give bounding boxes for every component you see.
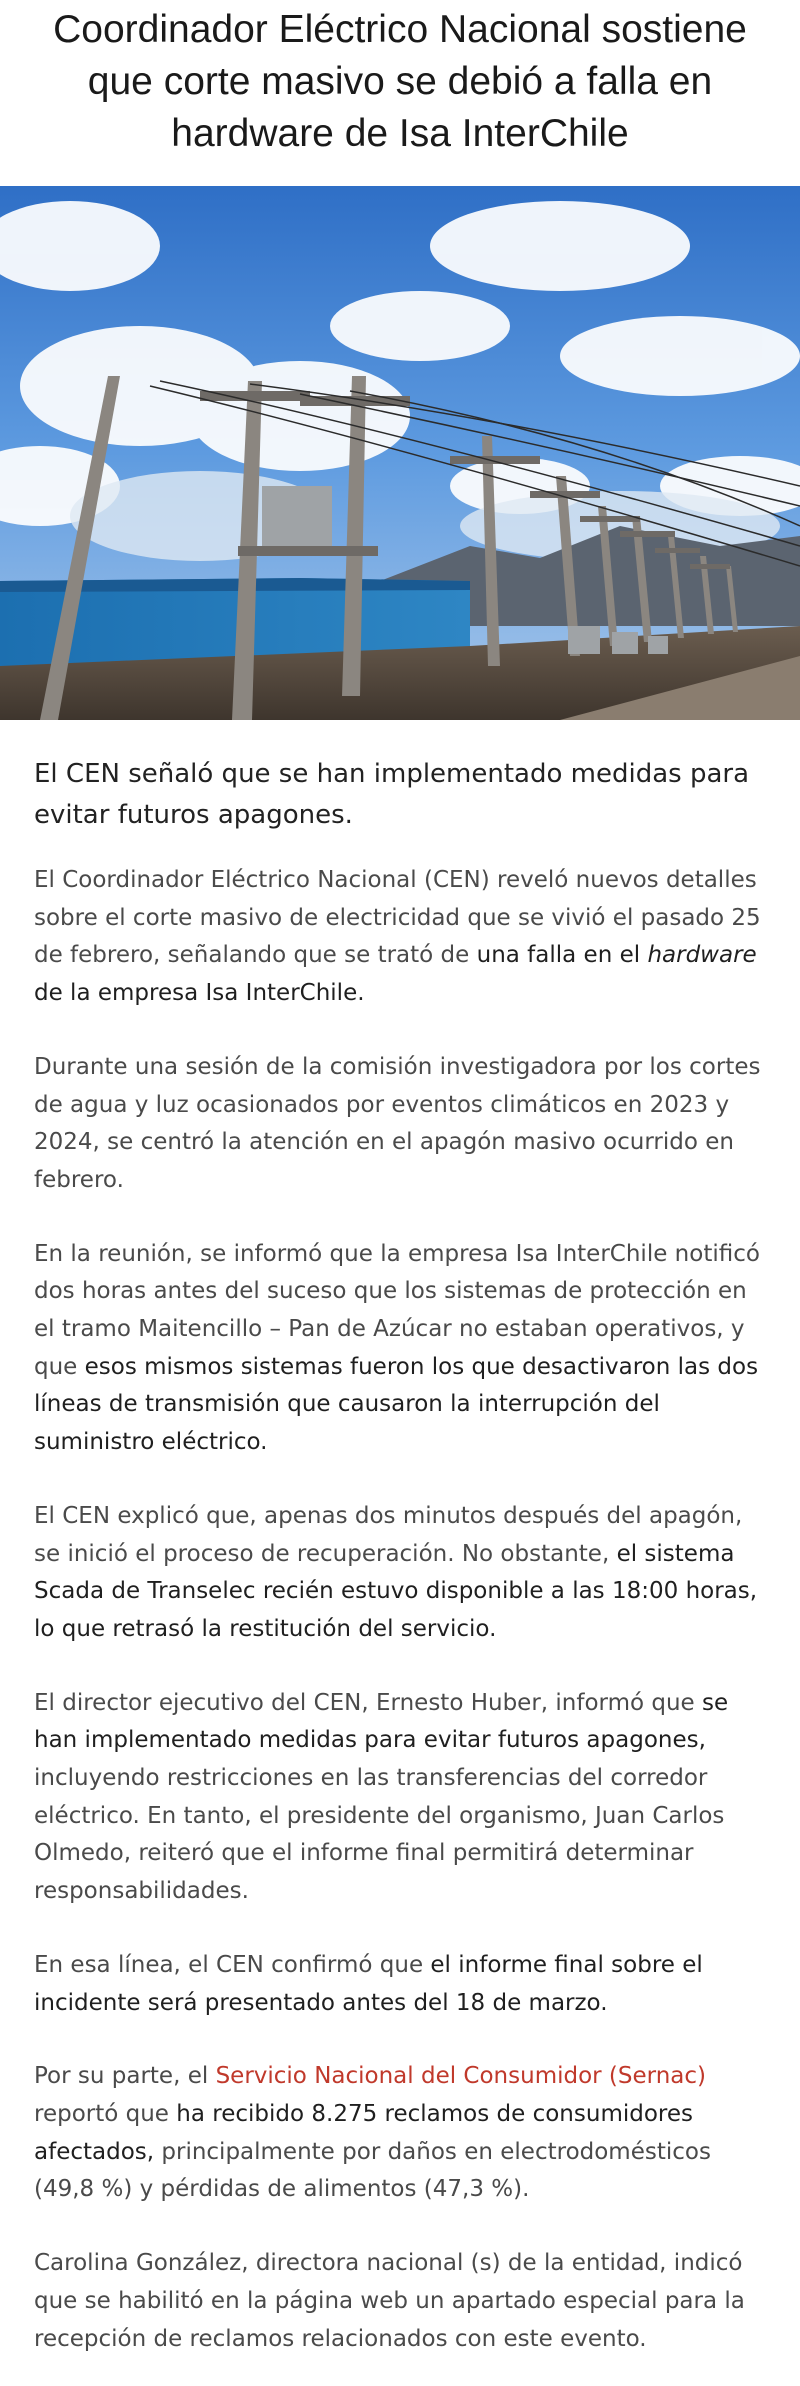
article-title: Coordinador Eléctrico Nacional sostiene que corte masivo se debió a falla en hardware de Isa InterChile — [53, 8, 747, 155]
article-body — [0, 720, 800, 2358]
hero-photo-power-lines — [0, 186, 800, 720]
paragraph-4-highlight: el sistema Scada de Transelec recién estuvo disponible a las 18:00 horas, lo que retrasó la restitución del servicio. — [34, 1540, 758, 1642]
paragraph-6 — [34, 1947, 766, 2022]
paragraph-8: Carolina González, directora nacional (s) de la entidad, indicó que se habilitó en la página web un apartado especial para la recepción de reclamos relacionados con este evento. — [34, 2250, 745, 2352]
paragraph-3-text: En la reunión, se informó que la empresa Isa InterChile notificó dos horas antes del suceso que los sistemas de protección en el tramo Maitencillo – Pan de Azúcar no estaban operativos, y que — [34, 1240, 760, 1380]
paragraph-6-highlight: el informe final sobre el incidente será presentado antes del 18 de marzo. — [34, 1951, 703, 2016]
paragraph-5-highlight: se han implementado medidas para evitar futuros apagones, — [34, 1689, 729, 1754]
paragraph-7-text-mid: reportó que — [34, 2100, 177, 2127]
paragraph-4 — [34, 1498, 766, 1649]
paragraph-1-italic-word: hardware — [647, 942, 757, 969]
paragraph-3 — [34, 1236, 766, 1462]
paragraph-1-highlight: una falla en el — [476, 942, 648, 969]
paragraph-1 — [34, 862, 766, 1013]
paragraph-5 — [34, 1685, 766, 1911]
paragraph-7-text-end: principalmente por daños en electrodomésticos (49,8 %) y pérdidas de alimentos (47,3 %). — [34, 2138, 711, 2203]
paragraph-7 — [34, 2058, 766, 2209]
sernac-link[interactable]: Servicio Nacional del Consumidor (Sernac) — [215, 2063, 706, 2090]
paragraph-5-text: El director ejecutivo del CEN, Ernesto Huber, informó que — [34, 1689, 703, 1716]
paragraph-3-highlight: esos mismos sistemas fueron los que desactivaron las dos líneas de transmisión que causaron la interrupción del suministro eléctrico. — [34, 1353, 759, 1456]
paragraph-4-text: El CEN explicó que, apenas dos minutos después del apagón, se inició el proceso de recuperación. No obstante, — [34, 1502, 743, 1567]
paragraph-7-text: Por su parte, el — [34, 2063, 216, 2090]
paragraph-1-text: El Coordinador Eléctrico Nacional (CEN) reveló nuevos detalles sobre el corte masivo de electricidad que se vivió el pasado 25 de febrero, señalando que se trató de — [34, 867, 761, 969]
paragraph-5-text-end: incluyendo restricciones en las transferencias del corredor eléctrico. En tanto, el presidente del organismo, Juan Carlos Olmedo, reiteró que el informe final permitirá determinar responsabilidades. — [34, 1765, 725, 1905]
article-subtitle: El CEN señaló que se han implementado medidas para evitar futuros apagones. — [34, 759, 749, 830]
paragraph-7-highlight: ha recibido 8.275 reclamos de consumidores afectados, — [34, 2100, 693, 2165]
paragraph-2: Durante una sesión de la comisión investigadora por los cortes de agua y luz ocasionados por eventos climáticos en 2023 y 2024, se centró la atención en el apagón masivo ocurrido en febrero. — [34, 1053, 761, 1193]
paragraph-1-highlight-end: de la empresa Isa InterChile. — [34, 980, 365, 1007]
paragraph-6-text: En esa línea, el CEN confirmó que — [34, 1951, 431, 1978]
